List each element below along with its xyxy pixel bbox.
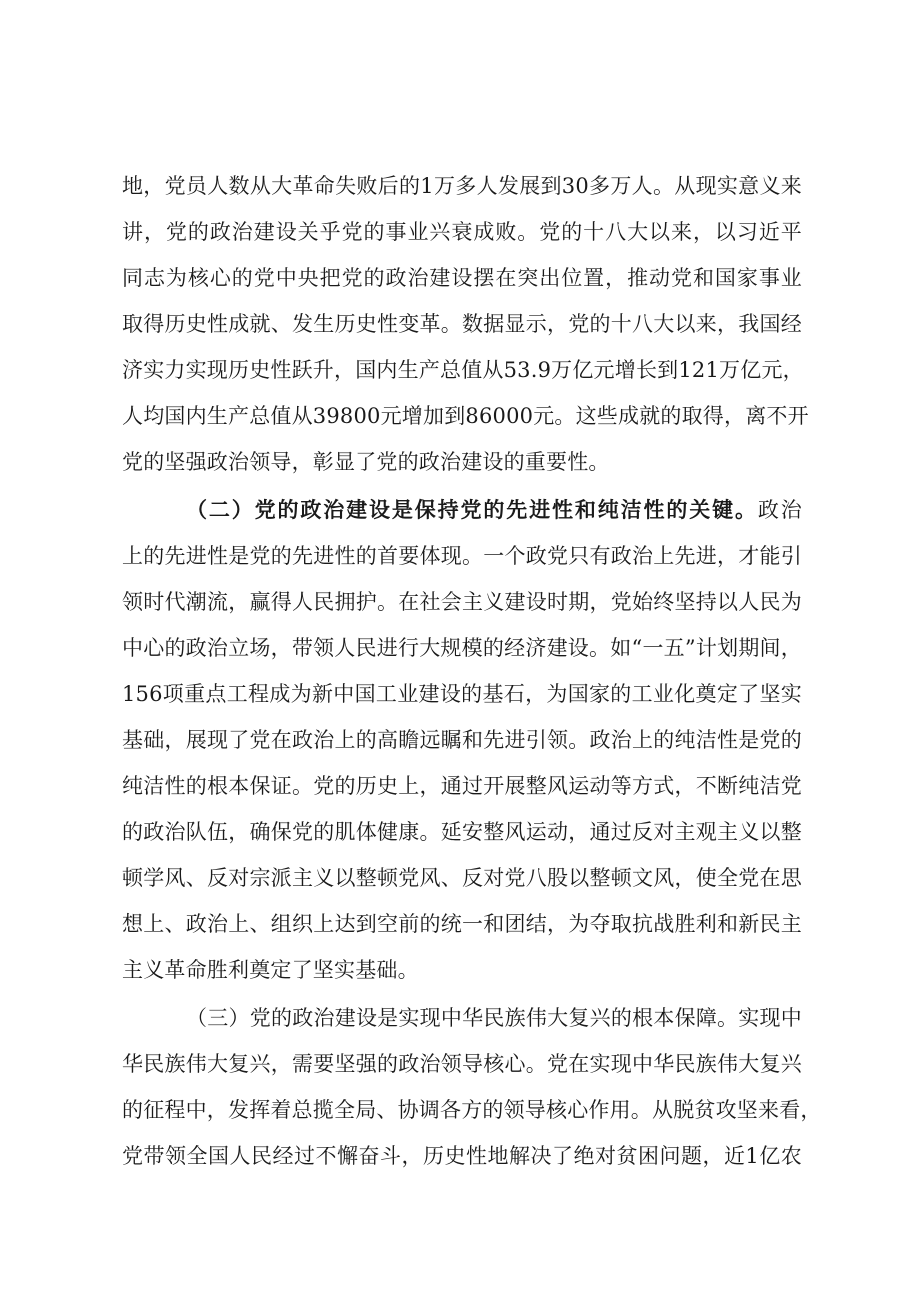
paragraph-2-line-1: 上的先进性是党的先进性的首要体现。一个政党只有政治上先进，才能引 xyxy=(122,544,802,568)
paragraph-1-line-4: 取得历史性成就、发生历史性变革。数据显示，党的十八大以来，我国经 xyxy=(122,312,802,336)
paragraph-2-line-9: 想上、政治上、组织上达到空前的统一和团结，为夺取抗战胜利和新民主 xyxy=(122,912,802,936)
paragraph-2-line-8: 顿学风、反对宗派主义以整顿党风、反对党八股以整顿文风，使全党在思 xyxy=(122,866,802,890)
paragraph-3-line-3: 党带领全国人民经过不懈奋斗，历史性地解决了绝对贫困问题，近1亿农 xyxy=(122,1144,802,1168)
paragraph-2-line-3: 中心的政治立场，带领人民进行大规模的经济建设。如“一五”计划期间， xyxy=(122,636,802,660)
paragraph-3-line-2: 的征程中，发挥着总揽全局、协调各方的领导核心作用。从脱贫攻坚来看， xyxy=(122,1098,822,1122)
paragraph-1-line-1: 地，党员人数从大革命失败后的1万多人发展到30多万人。从现实意义来 xyxy=(122,174,802,198)
paragraph-2-line-6: 纯洁性的根本保证。党的历史上，通过开展整风运动等方式，不断纯洁党 xyxy=(122,774,802,798)
paragraph-1-line-3: 同志为核心的党中央把党的政治建设摆在突出位置，推动党和国家事业 xyxy=(122,266,802,290)
paragraph-1-line-7: 党的坚强政治领导，彰显了党的政治建设的重要性。 xyxy=(122,450,610,474)
section-2-heading-continuation: 政治 xyxy=(757,498,802,522)
paragraph-1-line-6: 人均国内生产总值从39800元增加到86000元。这些成就的取得，离不开 xyxy=(122,404,809,428)
section-2-heading-line xyxy=(186,492,802,528)
paragraph-2-line-10: 主义革命胜利奠定了坚实基础。 xyxy=(122,958,419,982)
paragraph-2-line-4: 156项重点工程成为新中国工业建设的基石，为国家的工业化奠定了坚实 xyxy=(122,682,802,706)
section-3-heading-line: （三）党的政治建设是实现中华民族伟大复兴的根本保障。实现中 xyxy=(186,1006,802,1030)
paragraph-2-line-2: 领时代潮流，赢得人民拥护。在社会主义建设时期，党始终坚持以人民为 xyxy=(122,590,802,614)
paragraph-2-line-7: 的政治队伍，确保党的肌体健康。延安整风运动，通过反对主观主义以整 xyxy=(122,820,802,844)
paragraph-1-line-2: 讲，党的政治建设关乎党的事业兴衰成败。党的十八大以来，以习近平 xyxy=(122,220,802,244)
section-2-heading: （二）党的政治建设是保持党的先进性和纯洁性的关键。 xyxy=(186,498,758,522)
paragraph-1-line-5: 济实力实现历史性跃升，国内生产总值从53.9万亿元增长到121万亿元， xyxy=(122,358,804,382)
paragraph-3-line-1: 华民族伟大复兴，需要坚强的政治领导核心。党在实现中华民族伟大复兴 xyxy=(122,1052,802,1076)
paragraph-2-line-5: 基础，展现了党在政治上的高瞻远瞩和先进引领。政治上的纯洁性是党的 xyxy=(122,728,802,752)
